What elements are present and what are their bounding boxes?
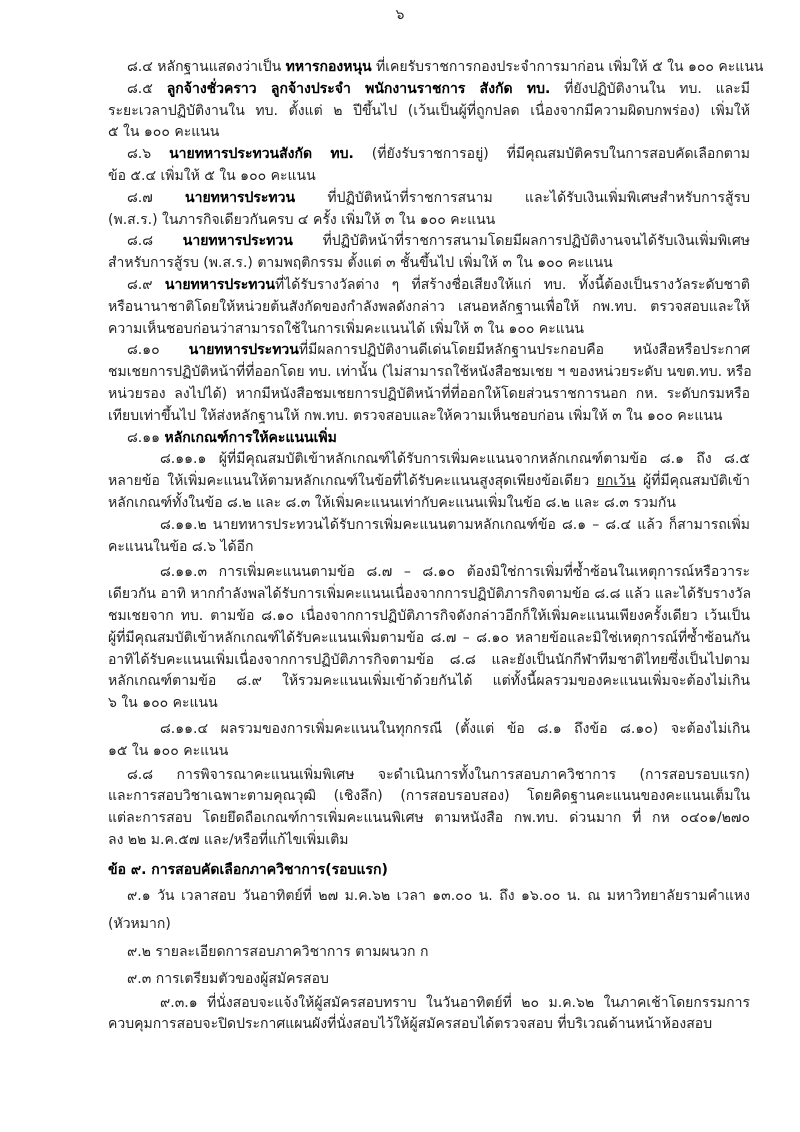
text-segment: สำหรับการสู้รบ (พ.ส.ร.) ตามพฤติกรรม ตั้งแต่ ๓ ชั้นขึ้นไป เพิ่มให้ ๓ ใน ๑๐๐ คะแนน [108,255,613,272]
text-line [108,830,750,852]
text-line [108,693,750,715]
text-line [108,1014,750,1036]
text-segment: ๘.๕ [127,80,167,97]
text-segment: ที่มีผลการปฏิบัติงานดีเด่นโดยมีหลักฐานประกอบคือ หนังสือหรือประกาศ [298,342,750,359]
text-segment: ๙.๓ การเตรียมตัวของผู้สมัครสอบ [127,970,329,987]
text-line [108,515,750,537]
text-segment: แต่ละการสอบ โดยยึดถือเกณฑ์การเพิ่มคะแนนพิเศษ ตามหนังสือ กพ.ทบ. ด่วนมาก ที่ กห ๐๔๐๑/๒๗๐ [108,810,750,827]
text-line [108,166,750,188]
text-segment: ที่ปฏิบัติหน้าที่ราชการสนาม และได้รับเงินเพิ่มพิเศษสำหรับการสู้รบ [295,189,750,206]
text-segment: ชมเชยจาก ทบ. ตามข้อ ๘.๑๐ เนื่องจากการปฏิบัติภารกิจดังกล่าวอีกก็ให้เพิ่มคะแนนเพียงครั้งเดียว เว้นเป็น [108,607,750,624]
text-segment: หลักเกณฑ์ทั้งในข้อ ๘.๒ และ ๘.๓ ให้เพิ่มคะแนนเท่ากับคะแนนเพิ่มในข้อ ๘.๒ และ ๘.๓ รวมกัน [108,494,676,511]
text-segment: ที่ยังปฏิบัติงานใน ทบ. และมี [550,80,750,97]
text-segment: หรือนานาชาติโดยให้หน่วยต้นสังกัดของกำลังพลดังกล่าว เสนอหลักฐานเพื่อให้ กพ.ทบ. ตรวจสอบและให้ [108,298,750,315]
bold-text: นายทหารประทวน [164,276,275,293]
bold-text: นายทหารประทวน [188,342,299,359]
text-segment: ๘.๑๑.๒ นายทหารประทวนได้รับการเพิ่มคะแนนตามหลักเกณฑ์ข้อ ๘.๑ – ๘.๔ แล้ว ก็สามารถเพิ่ม [160,516,750,533]
text-line [108,188,750,210]
text-segment: (ที่ยังรับราชการอยู่) ที่มีคุณสมบัติครบในการสอบคัดเลือกตาม [353,146,750,163]
text-line [108,253,750,275]
text-line [108,428,750,450]
bold-text: ข้อ ๙. การสอบคัดเลือกภาควิชาการ(รอบแรก) [108,861,388,878]
text-line [108,886,750,908]
text-segment: ๘.๑๑.๔ ผลรวมของการเพิ่มคะแนนในทุกกรณี (ตั้งแต่ ข้อ ๘.๑ ถึงข้อ ๘.๑๐) จะต้องไม่เกิน [160,720,750,737]
text-line [108,537,750,559]
document-body [108,57,764,1036]
text-segment: ผู้ที่มีคุณสมบัติเข้า [635,473,750,490]
text-line [108,231,750,253]
text-line [108,808,750,830]
text-line [108,319,750,341]
text-segment: ๘.๘ [127,233,183,250]
text-segment: ชมเชยการปฏิบัติหน้าที่ที่ออกโดย ทบ. เท่านั้น (ไม่สามารถใช้หนังสือชมเชย ฯ ของหน่วยระดับ นขต.ทบ. หรือ [108,364,752,381]
text-segment: คะแนนในข้อ ๘.๖ ได้อีก [108,538,254,555]
text-line [108,122,750,144]
text-segment: และการสอบวิชาเฉพาะตามคุณวุฒิ (เชิงลึก) (การสอบรอบสอง) โดยคิดฐานคะแนนของคะแนนเต็มใน [108,788,750,805]
text-line [108,562,750,584]
text-line [108,671,750,693]
text-segment: ที่ปฏิบัติหน้าที่ราชการสนามโดยมีผลการปฏิบัติงานจนได้รับเงินเพิ่มพิเศษ [292,233,750,250]
text-segment: ที่ได้รับรางวัลต่าง ๆ ที่สร้างชื่อเสียงให้แก่ ทบ. ทั้งนี้ต้องเป็นรางวัลระดับชาติ [274,276,750,293]
bold-text: นายทหารประทวน [185,189,296,206]
text-segment: ๘.๑๑.๑ ผู้ที่มีคุณสมบัติเข้าหลักเกณฑ์ได้รับการเพิ่มคะแนนจากหลักเกณฑ์ตามข้อ ๘.๑ ถึง ๘.๕ [160,451,750,468]
bold-text: หลักเกณฑ์การให้คะแนนเพิ่ม [164,429,337,446]
text-segment: เดียวกัน อาทิ หากกำลังพลได้รับการเพิ่มคะแนนเนื่องจากการปฏิบัติภารกิจตามข้อ ๘.๘ แล้ว และได้รับรางวัล [108,586,752,603]
text-segment: ๘.๖ [127,146,170,163]
bold-text: ลูกจ้างชั่วคราว ลูกจ้างประจำ พนักงานราชการ สังกัด ทบ. [166,80,551,97]
text-segment: ๘.๑๐ [127,342,189,359]
text-line [108,786,750,808]
text-segment: ๘.๙ [127,276,165,293]
text-segment: ๙.๑ วัน เวลาสอบ วันอาทิตย์ที่ ๒๗ ม.ค.๖๒ เวลา ๑๓.๐๐ น. ถึง ๑๖.๐๐ น. ณ มหาวิทยาลัยรามคำแหง [127,888,750,905]
text-segment: ๕ ใน ๑๐๐ คะแนน [108,124,220,141]
page-number: ๖ [395,7,405,23]
text-line [108,384,750,406]
text-line [108,362,750,384]
text-line [108,914,750,936]
text-line [108,584,750,606]
text-segment: ควบคุมการสอบจะปิดประกาศแผนผังที่นั่งสอบไว้ให้ผู้สมัครสอบได้ตรวจสอบ ที่บริเวณด้านหน้าห้องสอบ [108,1016,713,1033]
text-segment: หลายข้อ ให้เพิ่มคะแนนให้ตามหลักเกณฑ์ในข้อที่ได้รับคะแนนสูงสุดเพียงข้อเดียว [108,473,597,490]
text-line [108,969,750,991]
text-segment: ข้อ ๕.๔ เพิ่มให้ ๕ ใน ๑๐๐ คะแนน [108,167,316,184]
text-segment: อาทิได้รับคะแนนเพิ่มเนื่องจากการปฏิบัติภารกิจตามข้อ ๘.๘ และยังเป็นนักกีฬาทีมชาติไทยซึ่งเป็นไปตาม [108,651,750,668]
text-line [108,650,750,672]
text-segment: หน่วยรอง ลงไปได้) หากมีหนังสือชมเชยการปฏิบัติหน้าที่ที่ออกให้โดยส่วนราชการนอก กห. ระดับกรมหรือ [108,385,750,402]
text-segment: หลักเกณฑ์ตามข้อ ๘.๙ ให้รวมคะแนนเพิ่มเข้าด้วยกันได้ แต่ทั้งนี้ผลรวมของคะแนนเพิ่มจะต้องไม่เกิน [108,673,750,690]
text-segment: ๙.๓.๑ ที่นั่งสอบจะแจ้งให้ผู้สมัครสอบทราบ ในวันอาทิตย์ที่ ๒๐ ม.ค.๖๒ ในภาคเช้าโดยกรรมการ [160,994,750,1011]
text-line [108,210,750,232]
bold-text: นายทหารประทวนสังกัด ทบ. [169,146,354,163]
text-line [108,57,764,79]
text-line [108,449,750,471]
text-line [108,765,750,787]
text-line [108,741,750,763]
text-line [108,79,750,101]
text-segment: ๖ ใน ๑๐๐ คะแนน [108,695,218,712]
text-segment: (หัวหมาก) [108,916,171,933]
text-line [108,606,750,628]
text-line [108,471,750,493]
text-line [108,101,750,123]
section-heading [108,860,750,882]
text-segment: ระยะเวลาปฏิบัติงานใน ทบ. ตั้งแต่ ๒ ปีขึ้นไป (เว้นเป็นผู้ที่ถูกปลด เนื่องจากมีความผิดบกพร่อง) เพิ่มให้ [108,102,750,119]
text-segment: ๘.๔ หลักฐานแสดงว่าเป็น [127,59,286,75]
text-segment: เทียบเท่าขึ้นไป ให้ส่งหลักฐานให้ กพ.ทบ. ตรวจสอบและให้ความเห็นชอบก่อน เพิ่มให้ ๓ ใน ๑๐๐ คะแนน [108,407,723,424]
text-segment: ความเห็นชอบก่อนว่าสามารถใช้ในการเพิ่มคะแนนได้ เพิ่มให้ ๓ ใน ๑๐๐ คะแนน [108,320,584,337]
text-segment: ๘.๗ [127,189,186,206]
text-line [108,406,750,428]
text-line [108,719,750,741]
text-segment: (พ.ส.ร.) ในภารกิจเดียวกันครบ ๔ ครั้ง เพิ่มให้ ๓ ใน ๑๐๐ คะแนน [108,211,496,228]
text-segment: ที่เคยรับราชการกองประจำการมาก่อน เพิ่มให้ ๕ ใน ๑๐๐ คะแนน [371,59,764,75]
text-line [108,297,750,319]
bold-text: ทหารกองหนุน [285,59,372,75]
text-line [108,993,750,1015]
bold-text: นายทหารประทวน [182,233,293,250]
text-line [108,628,750,650]
text-line [108,340,750,362]
text-line [108,275,750,297]
text-segment: ๘.๘ การพิจารณาคะแนนเพิ่มพิเศษ จะดำเนินการทั้งในการสอบภาควิชาการ (การสอบรอบแรก) [127,766,750,783]
text-segment: ๑๕ ใน ๑๐๐ คะแนน [108,742,229,759]
text-segment: ๘.๑๑.๓ การเพิ่มคะแนนตามข้อ ๘.๗ – ๘.๑๐ ต้องมิใช่การเพิ่มที่ซ้ำซ้อนในเหตุการณ์หรือวาระ [160,564,750,581]
text-line [108,942,750,964]
text-segment: ผู้ที่มีคุณสมบัติเข้าหลักเกณฑ์ได้รับคะแนนเพิ่มตามข้อ ๘.๗ – ๘.๑๐ หลายข้อและมิใช่เหตุการณ์ที่ซ้ำซ้อนกัน [108,629,750,646]
text-segment: ลง ๒๒ ม.ค.๕๗ และ/หรือที่แก้ไขเพิ่มเติม [108,831,349,848]
text-line [108,144,750,166]
underlined-text: ยกเว้น [596,473,636,490]
text-segment: ๘.๑๑ [127,429,165,446]
text-line [108,493,750,515]
text-segment: ๙.๒ รายละเอียดการสอบภาควิชาการ ตามผนวก ก [127,944,429,961]
